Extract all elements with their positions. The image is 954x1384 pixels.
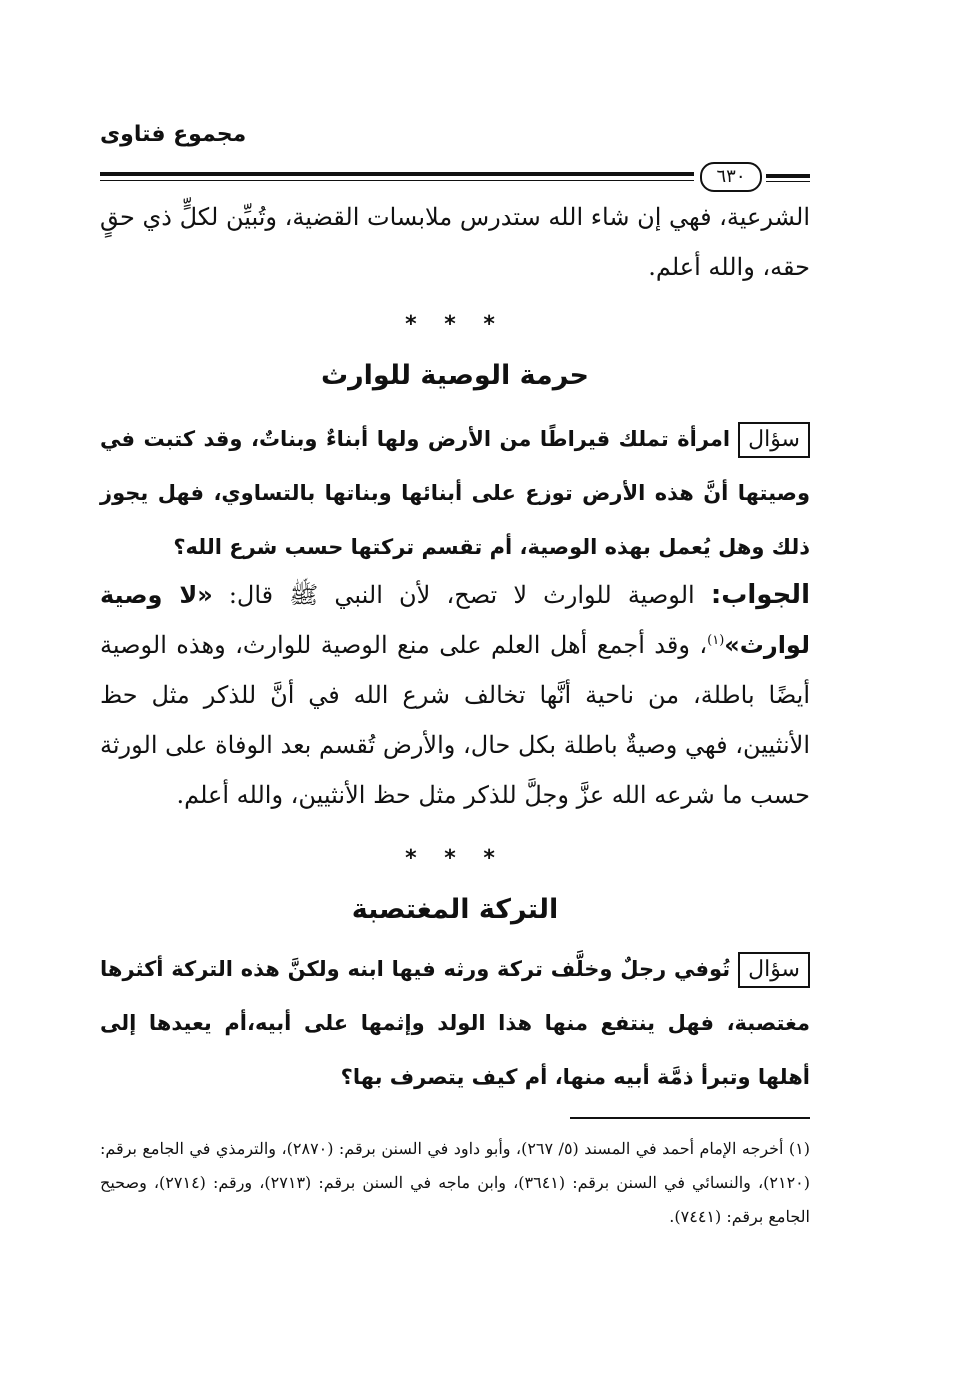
book-title: مجموع فتاوى bbox=[100, 122, 247, 147]
page-number: ٦٣٠ bbox=[700, 162, 762, 192]
footnote-divider bbox=[570, 1117, 810, 1119]
hadith-quote: «لا وصية لوارث» bbox=[100, 581, 810, 659]
section-title: التركة المغتصبة bbox=[351, 894, 559, 925]
footnote-marker[interactable]: (١) bbox=[707, 633, 725, 648]
question-block bbox=[100, 942, 810, 1104]
question-text: امرأة تملك قيراطًا من الأرض ولها أبناءٌ وبناتٌ، وقد كتبت في وصيتها أنَّ هذه الأرض توزع على أبنائها وبناتها بالتساوي، فهل يجوز ذلك وهل يُعمل بهذه الوصية، أم تقسم تركتها حسب شرع الله؟ bbox=[100, 427, 810, 559]
answer-label: الجواب: bbox=[710, 580, 810, 610]
section-separator: * * * bbox=[405, 312, 505, 337]
answer-text-part1: الوصية للوارث لا تصح، لأن النبي ﷺ قال: bbox=[212, 581, 695, 609]
footnote: (١) أخرجه الإمام أحمد في المسند (٥/ ٢٦٧)، وأبو داود في السنن برقم: (٢٨٧٠)، والترمذي في الجامع برقم: (٢١٢٠)، والنسائي في السنن برقم: (٣٦٤١)، وابن ماجه في السنن برقم: (٢٧١٣)، ورقم: (٢٧١٤)، وصحيح الجامع برقم: (٧٤٤١). bbox=[100, 1139, 811, 1226]
header-rule-right-thick bbox=[766, 174, 810, 178]
intro-paragraph: الشرعية، فهي إن شاء الله ستدرس ملابسات القضية، وتُبيِّن لكلٍّ ذي حقٍ حقه، والله أعلم. bbox=[100, 203, 810, 281]
question-text: تُوفي رجلٌ وخلَّف تركة ورثه فيها ابنه ولكنَّ هذه التركة أكثرها مغتصبة، فهل ينتفع منها هذا الولد وإثمها على أبيه،أم يعيدها إلى أهلها وتبرأ ذمَّة أبيه منها، أم كيف يتصرف بها؟ bbox=[100, 957, 810, 1089]
page-header bbox=[100, 122, 810, 187]
answer-paragraph bbox=[100, 570, 810, 820]
header-rule-thin bbox=[100, 180, 694, 181]
question-label: سؤال bbox=[738, 422, 810, 458]
book-page bbox=[100, 100, 810, 1280]
question-label: سؤال bbox=[738, 952, 810, 988]
answer-text-part2: ، وقد أجمع أهل العلم على منع الوصية للوارث، وهذه الوصية أيضًا باطلة، من ناحية أنَّها تخالف شرع الله في أنَّ للذكر مثل حظ الأنثيين، فهي وصيةٌ باطلة بكل حال، والأرض تُقسم بعد الوفاة على الورثة حسب ما شرعه الله عزَّ وجلَّ للذكر مثل حظ الأنثيين، والله أعلم. bbox=[100, 631, 810, 809]
header-rule-thick bbox=[100, 172, 694, 176]
question-block bbox=[100, 412, 810, 574]
section-title: حرمة الوصية للوارث bbox=[321, 360, 589, 391]
section-separator: * * * bbox=[405, 846, 505, 871]
header-rule-right-thin bbox=[766, 181, 810, 182]
